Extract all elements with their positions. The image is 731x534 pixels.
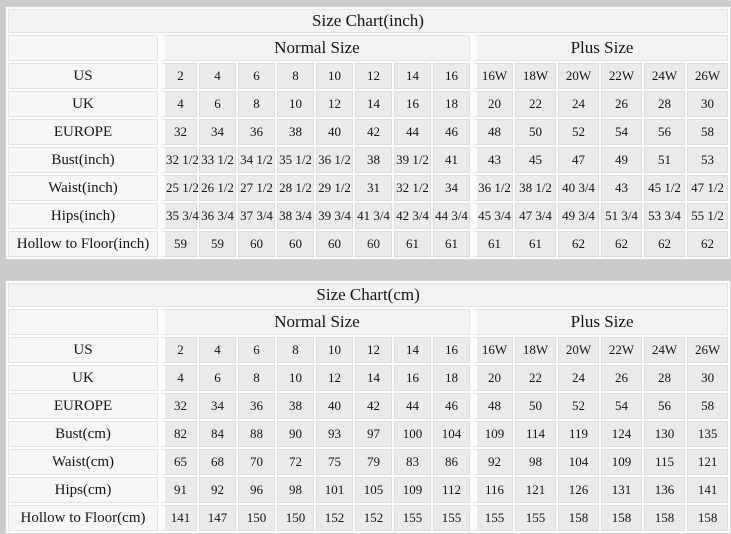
title-row: [8, 283, 728, 307]
size-cell: 18: [433, 91, 470, 117]
size-cell: 16: [433, 337, 470, 363]
title-row: [8, 9, 728, 33]
table-row: [8, 175, 728, 201]
size-cell: 34: [199, 393, 236, 419]
size-cell: 48: [472, 393, 513, 419]
size-cell: 158: [687, 505, 728, 531]
size-cell: 47 3/4: [515, 203, 556, 229]
size-cell: 26: [601, 365, 642, 391]
size-cell: 29 1/2: [316, 175, 353, 201]
row-label: Hollow to Floor(cm): [8, 505, 158, 531]
size-cell: 61: [472, 231, 513, 257]
size-cell: 32 1/2: [394, 175, 431, 201]
size-cell: 61: [515, 231, 556, 257]
size-cell: 14: [394, 63, 431, 89]
table-title: Size Chart(cm): [8, 283, 728, 307]
size-cell: 97: [355, 421, 392, 447]
table-row: [8, 505, 728, 531]
size-cell: 59: [160, 231, 197, 257]
size-cell: 58: [687, 393, 728, 419]
size-cell: 136: [644, 477, 685, 503]
size-cell: 45: [515, 147, 556, 173]
size-chart-inch-table: [5, 6, 731, 260]
size-cell: 26W: [687, 337, 728, 363]
size-cell: 88: [238, 421, 275, 447]
size-cell: 56: [644, 393, 685, 419]
size-cell: 36: [238, 393, 275, 419]
size-cell: 65: [160, 449, 197, 475]
size-cell: 50: [515, 119, 556, 145]
size-cell: 115: [644, 449, 685, 475]
size-cell: 46: [433, 393, 470, 419]
size-cell: 35 3/4: [160, 203, 197, 229]
size-cell: 86: [433, 449, 470, 475]
table-row: [8, 119, 728, 145]
size-cell: 22W: [601, 337, 642, 363]
size-cell: 22: [515, 91, 556, 117]
size-cell: 28: [644, 91, 685, 117]
size-cell: 28: [644, 365, 685, 391]
size-cell: 12: [316, 365, 353, 391]
size-cell: 62: [644, 231, 685, 257]
size-cell: 52: [558, 393, 599, 419]
size-cell: 44: [394, 119, 431, 145]
row-label: Hollow to Floor(inch): [8, 231, 158, 257]
size-cell: 8: [238, 91, 275, 117]
size-cell: 104: [558, 449, 599, 475]
size-cell: 52: [558, 119, 599, 145]
row-label: Hips(inch): [8, 203, 158, 229]
size-cell: 101: [316, 477, 353, 503]
size-cell: 45 1/2: [644, 175, 685, 201]
size-cell: 6: [199, 91, 236, 117]
size-cell: 22W: [601, 63, 642, 89]
size-cell: 14: [355, 365, 392, 391]
size-cell: 48: [472, 119, 513, 145]
size-cell: 58: [687, 119, 728, 145]
size-cell: 131: [601, 477, 642, 503]
size-cell: 60: [238, 231, 275, 257]
row-label: Bust(inch): [8, 147, 158, 173]
size-cell: 18W: [515, 337, 556, 363]
size-cell: 6: [199, 365, 236, 391]
size-cell: 158: [644, 505, 685, 531]
size-cell: 24: [558, 91, 599, 117]
size-cell: 34 1/2: [238, 147, 275, 173]
size-cell: 8: [277, 63, 314, 89]
size-cell: 4: [199, 337, 236, 363]
size-cell: 33 1/2: [199, 147, 236, 173]
row-label: UK: [8, 365, 158, 391]
size-cell: 8: [238, 365, 275, 391]
size-cell: 12: [355, 63, 392, 89]
size-cell: 152: [316, 505, 353, 531]
size-cell: 59: [199, 231, 236, 257]
size-cell: 61: [394, 231, 431, 257]
size-cell: 36 3/4: [199, 203, 236, 229]
size-cell: 37 3/4: [238, 203, 275, 229]
size-cell: 2: [160, 63, 197, 89]
size-cell: 150: [277, 505, 314, 531]
size-cell: 62: [601, 231, 642, 257]
row-label: US: [8, 63, 158, 89]
size-cell: 38 1/2: [515, 175, 556, 201]
size-cell: 121: [687, 449, 728, 475]
corner-cell: [8, 35, 158, 61]
size-cell: 16: [433, 63, 470, 89]
size-cell: 2: [160, 337, 197, 363]
row-label: Waist(inch): [8, 175, 158, 201]
row-label: EUROPE: [8, 393, 158, 419]
table-row: [8, 393, 728, 419]
size-cell: 4: [199, 63, 236, 89]
size-cell: 10: [316, 63, 353, 89]
size-cell: 16: [394, 91, 431, 117]
size-chart-cm-table: [5, 280, 731, 534]
size-cell: 60: [355, 231, 392, 257]
size-cell: 32: [160, 393, 197, 419]
table-row: [8, 477, 728, 503]
size-cell: 112: [433, 477, 470, 503]
size-cell: 16: [394, 365, 431, 391]
size-cell: 36 1/2: [472, 175, 513, 201]
table-row: [8, 63, 728, 89]
table-row: [8, 449, 728, 475]
size-cell: 83: [394, 449, 431, 475]
table-row: [8, 147, 728, 173]
size-cell: 75: [316, 449, 353, 475]
row-label: Hips(cm): [8, 477, 158, 503]
table-row: [8, 337, 728, 363]
size-cell: 34: [199, 119, 236, 145]
size-cell: 147: [199, 505, 236, 531]
size-cell: 84: [199, 421, 236, 447]
table-title: Size Chart(inch): [8, 9, 728, 33]
size-cell: 10: [277, 365, 314, 391]
table-row: [8, 365, 728, 391]
size-cell: 90: [277, 421, 314, 447]
size-cell: 24W: [644, 337, 685, 363]
size-cell: 130: [644, 421, 685, 447]
size-cell: 62: [687, 231, 728, 257]
size-cell: 116: [472, 477, 513, 503]
size-cell: 4: [160, 91, 197, 117]
size-cell: 47 1/2: [687, 175, 728, 201]
size-cell: 45 3/4: [472, 203, 513, 229]
size-cell: 31: [355, 175, 392, 201]
size-cell: 155: [472, 505, 513, 531]
size-cell: 141: [687, 477, 728, 503]
size-cell: 40: [316, 119, 353, 145]
size-cell: 27 1/2: [238, 175, 275, 201]
size-cell: 4: [160, 365, 197, 391]
size-cell: 119: [558, 421, 599, 447]
size-cell: 39 1/2: [394, 147, 431, 173]
size-cell: 20: [472, 365, 513, 391]
size-cell: 98: [277, 477, 314, 503]
size-cell: 114: [515, 421, 556, 447]
size-cell: 60: [277, 231, 314, 257]
size-cell: 92: [472, 449, 513, 475]
size-cell: 43: [472, 147, 513, 173]
size-cell: 91: [160, 477, 197, 503]
size-cell: 38: [277, 393, 314, 419]
size-cell: 42 3/4: [394, 203, 431, 229]
size-cell: 40 3/4: [558, 175, 599, 201]
size-cell: 152: [355, 505, 392, 531]
size-cell: 41 3/4: [355, 203, 392, 229]
size-cell: 49 3/4: [558, 203, 599, 229]
size-cell: 6: [238, 63, 275, 89]
size-cell: 24W: [644, 63, 685, 89]
size-cell: 121: [515, 477, 556, 503]
size-cell: 135: [687, 421, 728, 447]
size-cell: 158: [601, 505, 642, 531]
size-cell: 150: [238, 505, 275, 531]
size-cell: 62: [558, 231, 599, 257]
size-cell: 98: [515, 449, 556, 475]
size-cell: 50: [515, 393, 556, 419]
size-cell: 42: [355, 119, 392, 145]
size-cell: 47: [558, 147, 599, 173]
size-cell: 53: [687, 147, 728, 173]
size-cell: 32 1/2: [160, 147, 197, 173]
size-cell: 82: [160, 421, 197, 447]
size-cell: 54: [601, 393, 642, 419]
group-header-row: [8, 35, 728, 61]
size-cell: 20: [472, 91, 513, 117]
table-row: [8, 231, 728, 257]
size-cell: 68: [199, 449, 236, 475]
size-cell: 126: [558, 477, 599, 503]
size-cell: 40: [316, 393, 353, 419]
size-cell: 22: [515, 365, 556, 391]
size-cell: 16W: [472, 337, 513, 363]
size-cell: 26W: [687, 63, 728, 89]
size-cell: 14: [355, 91, 392, 117]
size-cell: 18W: [515, 63, 556, 89]
size-chart-inch: [5, 6, 724, 260]
size-cell: 61: [433, 231, 470, 257]
row-label: EUROPE: [8, 119, 158, 145]
size-cell: 28 1/2: [277, 175, 314, 201]
size-cell: 39 3/4: [316, 203, 353, 229]
size-cell: 60: [316, 231, 353, 257]
group-header-plus-size: Plus Size: [472, 35, 728, 61]
size-cell: 72: [277, 449, 314, 475]
size-cell: 20W: [558, 63, 599, 89]
size-cell: 30: [687, 91, 728, 117]
row-label: Bust(cm): [8, 421, 158, 447]
size-cell: 6: [238, 337, 275, 363]
size-cell: 8: [277, 337, 314, 363]
size-cell: 79: [355, 449, 392, 475]
size-cell: 49: [601, 147, 642, 173]
size-cell: 38 3/4: [277, 203, 314, 229]
size-cell: 70: [238, 449, 275, 475]
size-cell: 104: [433, 421, 470, 447]
size-cell: 36: [238, 119, 275, 145]
size-cell: 124: [601, 421, 642, 447]
size-cell: 42: [355, 393, 392, 419]
table-row: [8, 203, 728, 229]
size-cell: 38: [355, 147, 392, 173]
size-cell: 155: [515, 505, 556, 531]
size-cell: 16W: [472, 63, 513, 89]
size-cell: 14: [394, 337, 431, 363]
size-cell: 46: [433, 119, 470, 145]
size-cell: 41: [433, 147, 470, 173]
size-cell: 55 1/2: [687, 203, 728, 229]
row-label: Waist(cm): [8, 449, 158, 475]
size-cell: 30: [687, 365, 728, 391]
size-cell: 51 3/4: [601, 203, 642, 229]
size-cell: 51: [644, 147, 685, 173]
table-row: [8, 421, 728, 447]
size-cell: 96: [238, 477, 275, 503]
size-cell: 25 1/2: [160, 175, 197, 201]
size-cell: 18: [433, 365, 470, 391]
size-chart-cm-body: [8, 337, 728, 531]
group-header-row: [8, 309, 728, 335]
size-cell: 44 3/4: [433, 203, 470, 229]
size-cell: 105: [355, 477, 392, 503]
size-cell: 10: [316, 337, 353, 363]
size-cell: 12: [316, 91, 353, 117]
size-cell: 53 3/4: [644, 203, 685, 229]
size-cell: 109: [472, 421, 513, 447]
size-cell: 10: [277, 91, 314, 117]
size-chart-cm: [5, 280, 721, 534]
size-cell: 92: [199, 477, 236, 503]
size-cell: 141: [160, 505, 197, 531]
size-cell: 44: [394, 393, 431, 419]
size-cell: 38: [277, 119, 314, 145]
size-cell: 109: [601, 449, 642, 475]
size-cell: 155: [433, 505, 470, 531]
size-cell: 26 1/2: [199, 175, 236, 201]
size-cell: 20W: [558, 337, 599, 363]
size-cell: 35 1/2: [277, 147, 314, 173]
group-header-normal-size: Normal Size: [160, 309, 470, 335]
row-label: US: [8, 337, 158, 363]
size-cell: 43: [601, 175, 642, 201]
size-cell: 24: [558, 365, 599, 391]
corner-cell: [8, 309, 158, 335]
size-cell: 54: [601, 119, 642, 145]
group-header-normal-size: Normal Size: [160, 35, 470, 61]
size-cell: 56: [644, 119, 685, 145]
size-cell: 155: [394, 505, 431, 531]
size-cell: 100: [394, 421, 431, 447]
size-cell: 36 1/2: [316, 147, 353, 173]
group-header-plus-size: Plus Size: [472, 309, 728, 335]
row-label: UK: [8, 91, 158, 117]
size-cell: 109: [394, 477, 431, 503]
size-cell: 158: [558, 505, 599, 531]
table-row: [8, 91, 728, 117]
size-cell: 12: [355, 337, 392, 363]
size-chart-inch-body: [8, 63, 728, 257]
size-cell: 93: [316, 421, 353, 447]
size-cell: 34: [433, 175, 470, 201]
size-cell: 32: [160, 119, 197, 145]
size-cell: 26: [601, 91, 642, 117]
